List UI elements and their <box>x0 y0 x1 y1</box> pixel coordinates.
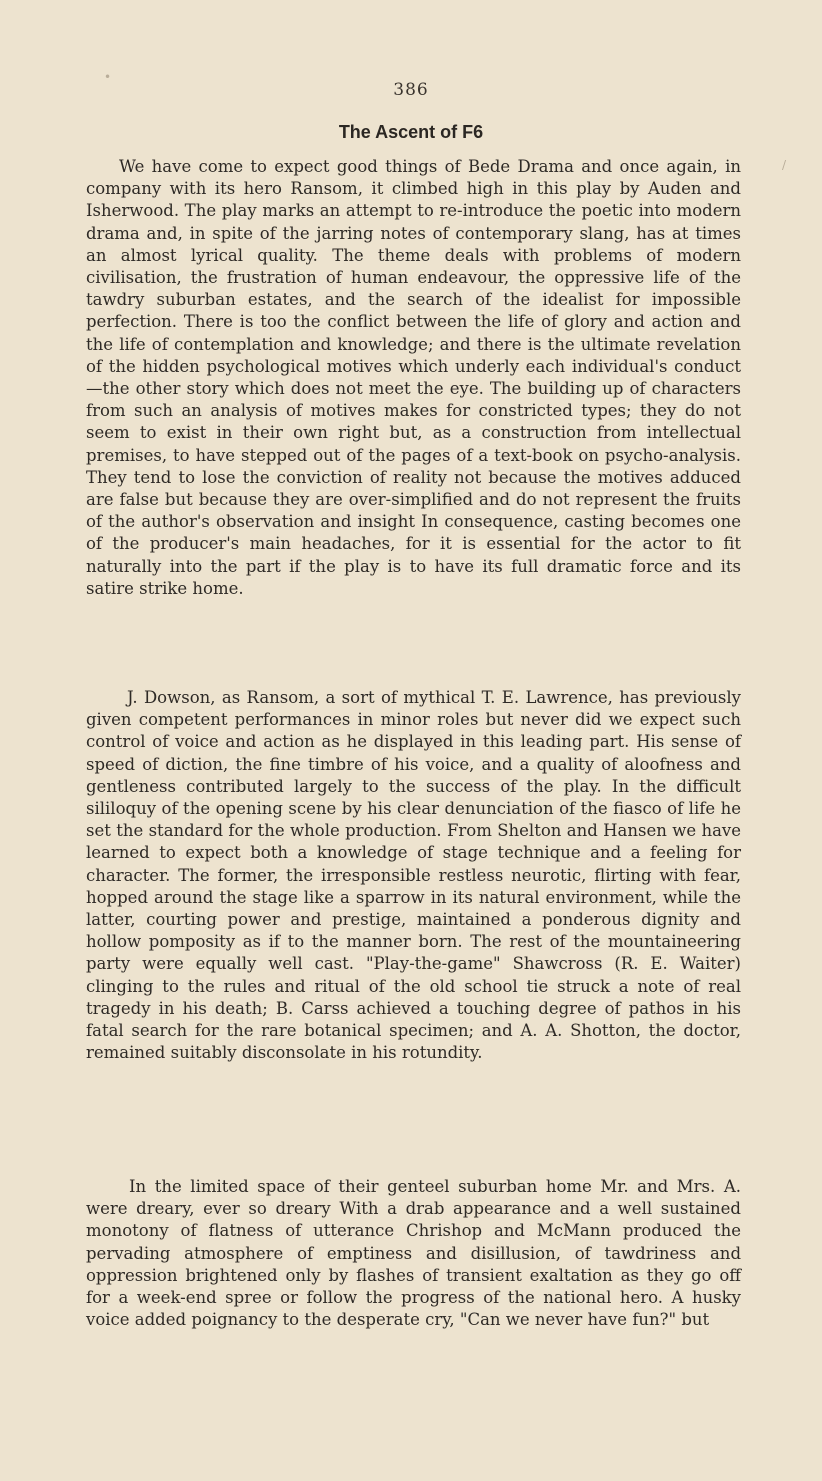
page-number: 386 <box>393 80 429 100</box>
article-title: The Ascent of F6 <box>338 122 484 142</box>
paragraph-3: In the limited space of their genteel suburban home Mr. and Mrs. A. were dreary, ever so dreary With a drab appearance and a well sustained monotony of flatness of utterance Chrishop and McMann produced the pervading atmosphere of emptiness and disillusion, of tawdriness and oppression brightened only by flashes of transient exaltation as they go off for a week-end spree or follow the progress of the national hero. A husky voice added poignancy to the desperate cry, "Can we never have fun?" but <box>86 1177 741 1330</box>
page-speck: • <box>104 70 112 84</box>
paragraph-2: J. Dowson, as Ransom, a sort of mythical T. E. Lawrence, has previously given competent performances in minor roles but never did we expect such control of voice and action as he displayed in this leading part. His sense of speed of diction, the fine timbre of his voice, and a quality of aloofness and gentleness contributed largely to the success of the play. In the difficult sililoquy of the opening scene by his clear denunciation of the fiasco of life he set the standard for the whole production. From Shelton and Hansen we have learned to expect both a knowledge of stage technique and a feeling for character. The former, the irresponsible restless neurotic, flirting with fear, hopped around the stage like a sparrow in its natural environment, while the latter, courting power and prestige, maintained a ponderous dignity and hollow pomposity as if to the manner born. The rest of the mountaineering party were equally well cast. "Play-the-game" Shawcross (R. E. Waiter) clinging to the rules and ritual of the old school tie struck a note of real tragedy in his death; B. Carss achieved a touching degree of pathos in his fatal search for the rare botanical specimen; and A. A. Shotton, the doctor, remained suitably disconsolate in his rotundity. <box>86 688 741 1063</box>
page-pencil-mark: / <box>782 158 787 172</box>
paragraph-1: We have come to expect good things of Bede Drama and once again, in company with its hero Ransom, it climbed high in this play by Auden and Isherwood. The play marks an attempt to re-introduce the poetic into modern drama and, in spite of the jarring notes of contemporary slang, has at times an almost lyrical quality. The theme deals with problems of modern civilisation, the frustration of human endeavour, the oppressive life of the tawdry suburban estates, and the search of the idealist for impossible perfection. There is too the conflict between the life of glory and action and the life of contemplation and knowledge; and there is the ultimate revelation of the hidden psychological motives which underly each individual's conduct—the other story which does not meet the eye. The building up of characters from such an analysis of motives makes for constricted types; they do not seem to exist in their own right but, as a construction from intellectual premises, to have stepped out of the pages of a text-book on psycho-analysis. They tend to lose the conviction of reality not because the motives adduced are false but because they are over-simplified and do not represent the fruits of the author's observation and insight In consequence, casting becomes one of the producer's main headaches, for it is essential for the actor to fit naturally into the part if the play is to have its full dramatic force and its satire strike home. <box>86 157 741 598</box>
